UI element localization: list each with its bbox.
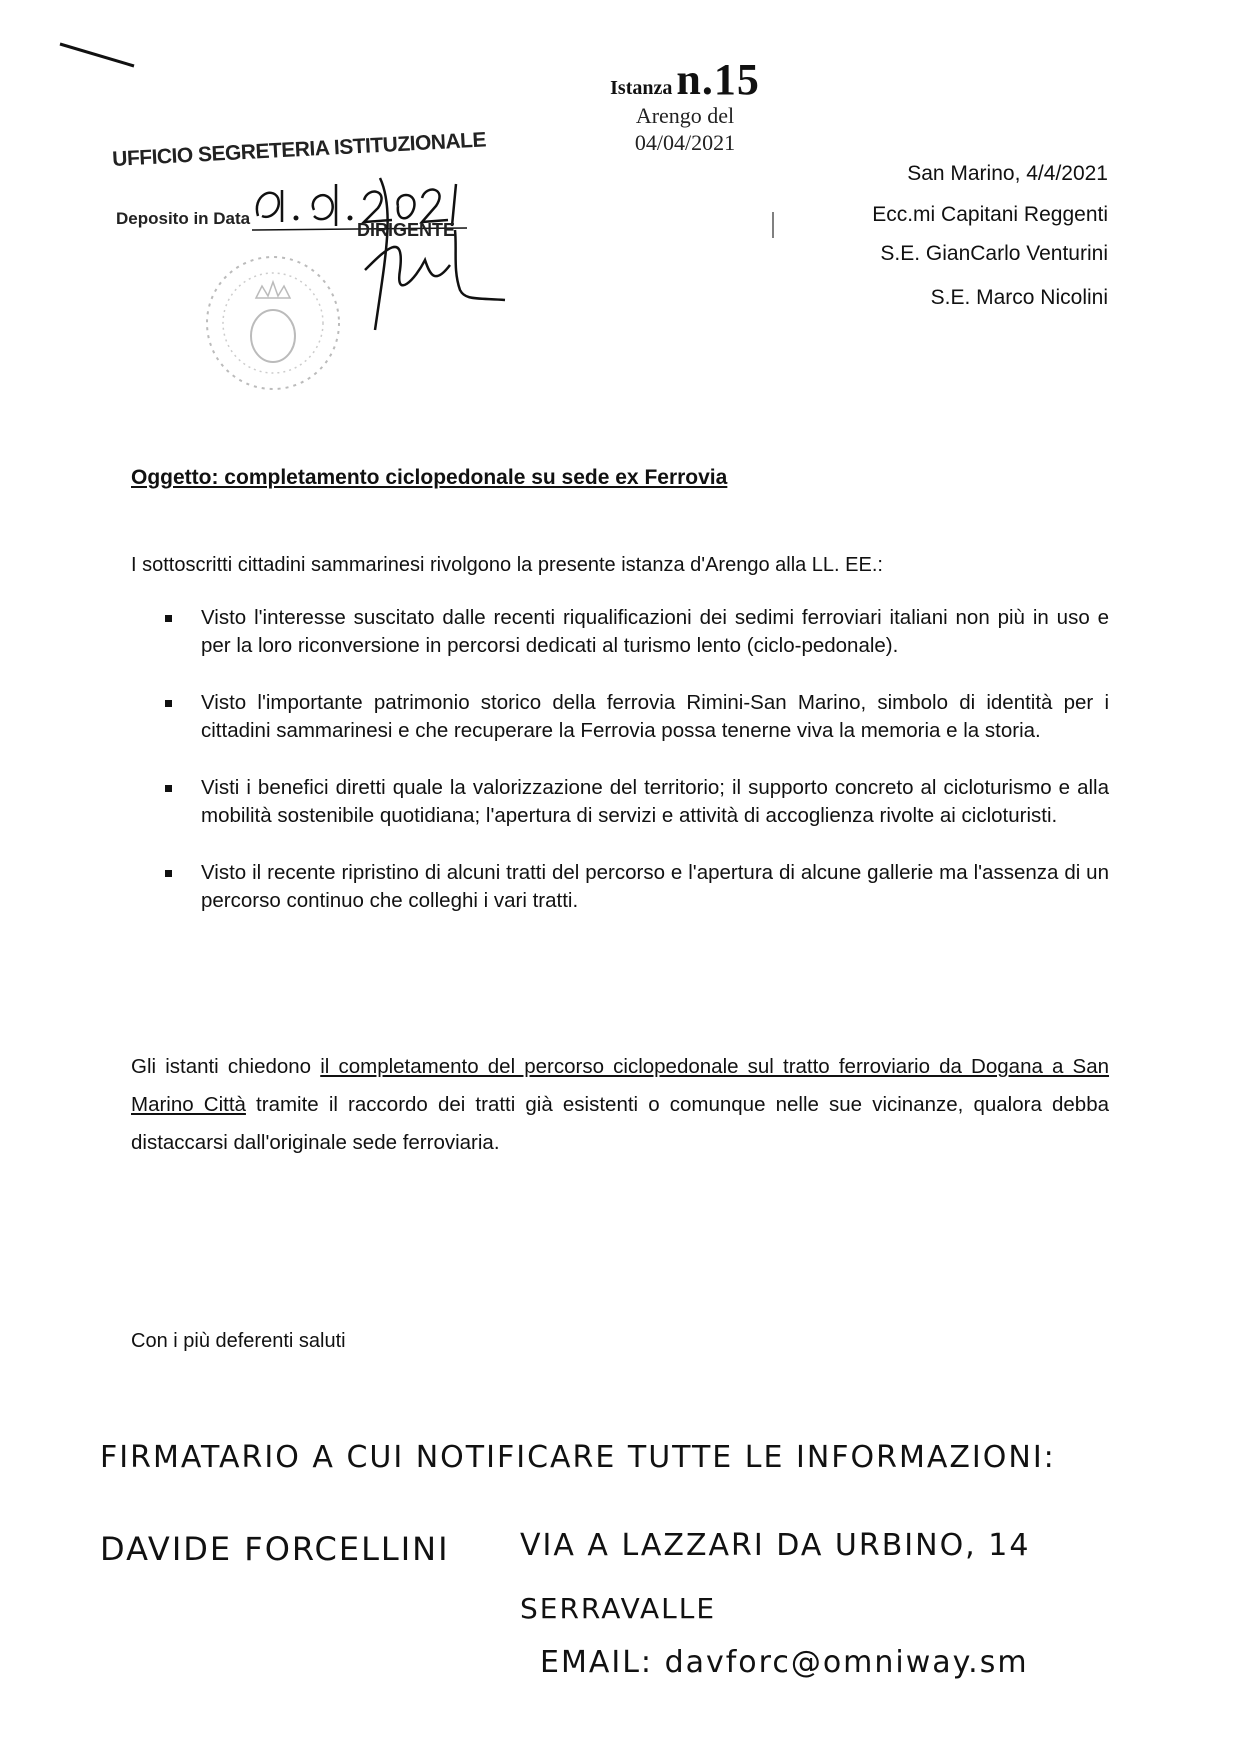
handwritten-notify-line: FIRMATARIO A CUI NOTIFICARE TUTTE LE INFORMAZIONI: [100, 1440, 1056, 1475]
handwritten-address-street: VIA A LAZZARI DA URBINO, 14 [520, 1528, 1031, 1563]
handwritten-address-city: SERRAVALLE [520, 1592, 717, 1625]
closing-salutation: Con i più deferenti saluti [131, 1330, 346, 1352]
handwritten-signatory-name: DAVIDE FORCELLINI [100, 1530, 450, 1568]
request-paragraph [131, 1048, 1109, 1162]
place-date: San Marino, 4/4/2021 [907, 162, 1108, 185]
official-seal [198, 248, 348, 398]
istanza-label: Istanza [610, 77, 673, 99]
arengo-date-block [600, 102, 770, 156]
recipient-line: Ecc.mi Capitani Reggenti [872, 203, 1108, 226]
list-item: Visto l'importante patrimonio storico della ferrovia Rimini-San Marino, simbolo di identità per i cittadini sammarinesi e che recuperare la Ferrovia possa tenerne viva la memoria e la storia. [163, 689, 1109, 745]
handwritten-email: EMAIL: davforc@omniway.sm [540, 1645, 1029, 1680]
list-item: Visti i benefici diretti quale la valorizzazione del territorio; il supporto concreto al cicloturismo e alla mobilità sostenibile quotidiana; l'apertura di servizi e attività di accoglienza rivolte ai cicloturisti. [163, 774, 1109, 830]
istanza-number: n.15 [676, 55, 760, 104]
istanza-heading [600, 54, 770, 105]
list-item: Visto il recente ripristino di alcuni tratti del percorso e l'apertura di alcune gallerie ma l'assenza di un percorso continuo che colleghi i vari tratti. [163, 859, 1109, 915]
captain-regent-2: S.E. Marco Nicolini [930, 286, 1108, 309]
margin-mark [770, 210, 776, 240]
arengo-label: Arengo del [635, 103, 735, 128]
intro-paragraph: I sottoscritti cittadini sammarinesi rivolgono la presente istanza d'Arengo alla LL. EE.: [131, 554, 883, 576]
pen-stroke-mark [58, 40, 138, 70]
request-prefix: Gli istanti chiedono [131, 1055, 321, 1078]
office-stamp-text: UFFICIO SEGRETERIA ISTITUZIONALE [111, 128, 487, 172]
dirigente-label: DIRIGENTE [357, 220, 456, 240]
considerations-list [163, 604, 1109, 944]
request-suffix: tramite il raccordo dei tratti già esistenti o comunque nelle sue vicinanze, qualora debba distaccarsi dall'originale sede ferroviaria. [131, 1093, 1109, 1154]
official-signature [355, 170, 515, 370]
captain-regent-1: S.E. GianCarlo Venturini [880, 242, 1108, 265]
deposito-label: Deposito in Data [116, 209, 251, 228]
request-underlined: il completamento del percorso ciclopedonale sul tratto ferroviario da Dogana a San Marino Città [131, 1055, 1110, 1116]
list-item: Visto l'interesse suscitato dalle recenti riqualificazioni dei sedimi ferroviari italiani non più in uso e per la loro riconversione in percorsi dedicati al turismo lento (ciclo-pedonale). [163, 604, 1109, 660]
arengo-date: 04/04/2021 [634, 130, 736, 155]
subject-line: Oggetto: completamento ciclopedonale su sede ex Ferrovia [131, 466, 728, 489]
